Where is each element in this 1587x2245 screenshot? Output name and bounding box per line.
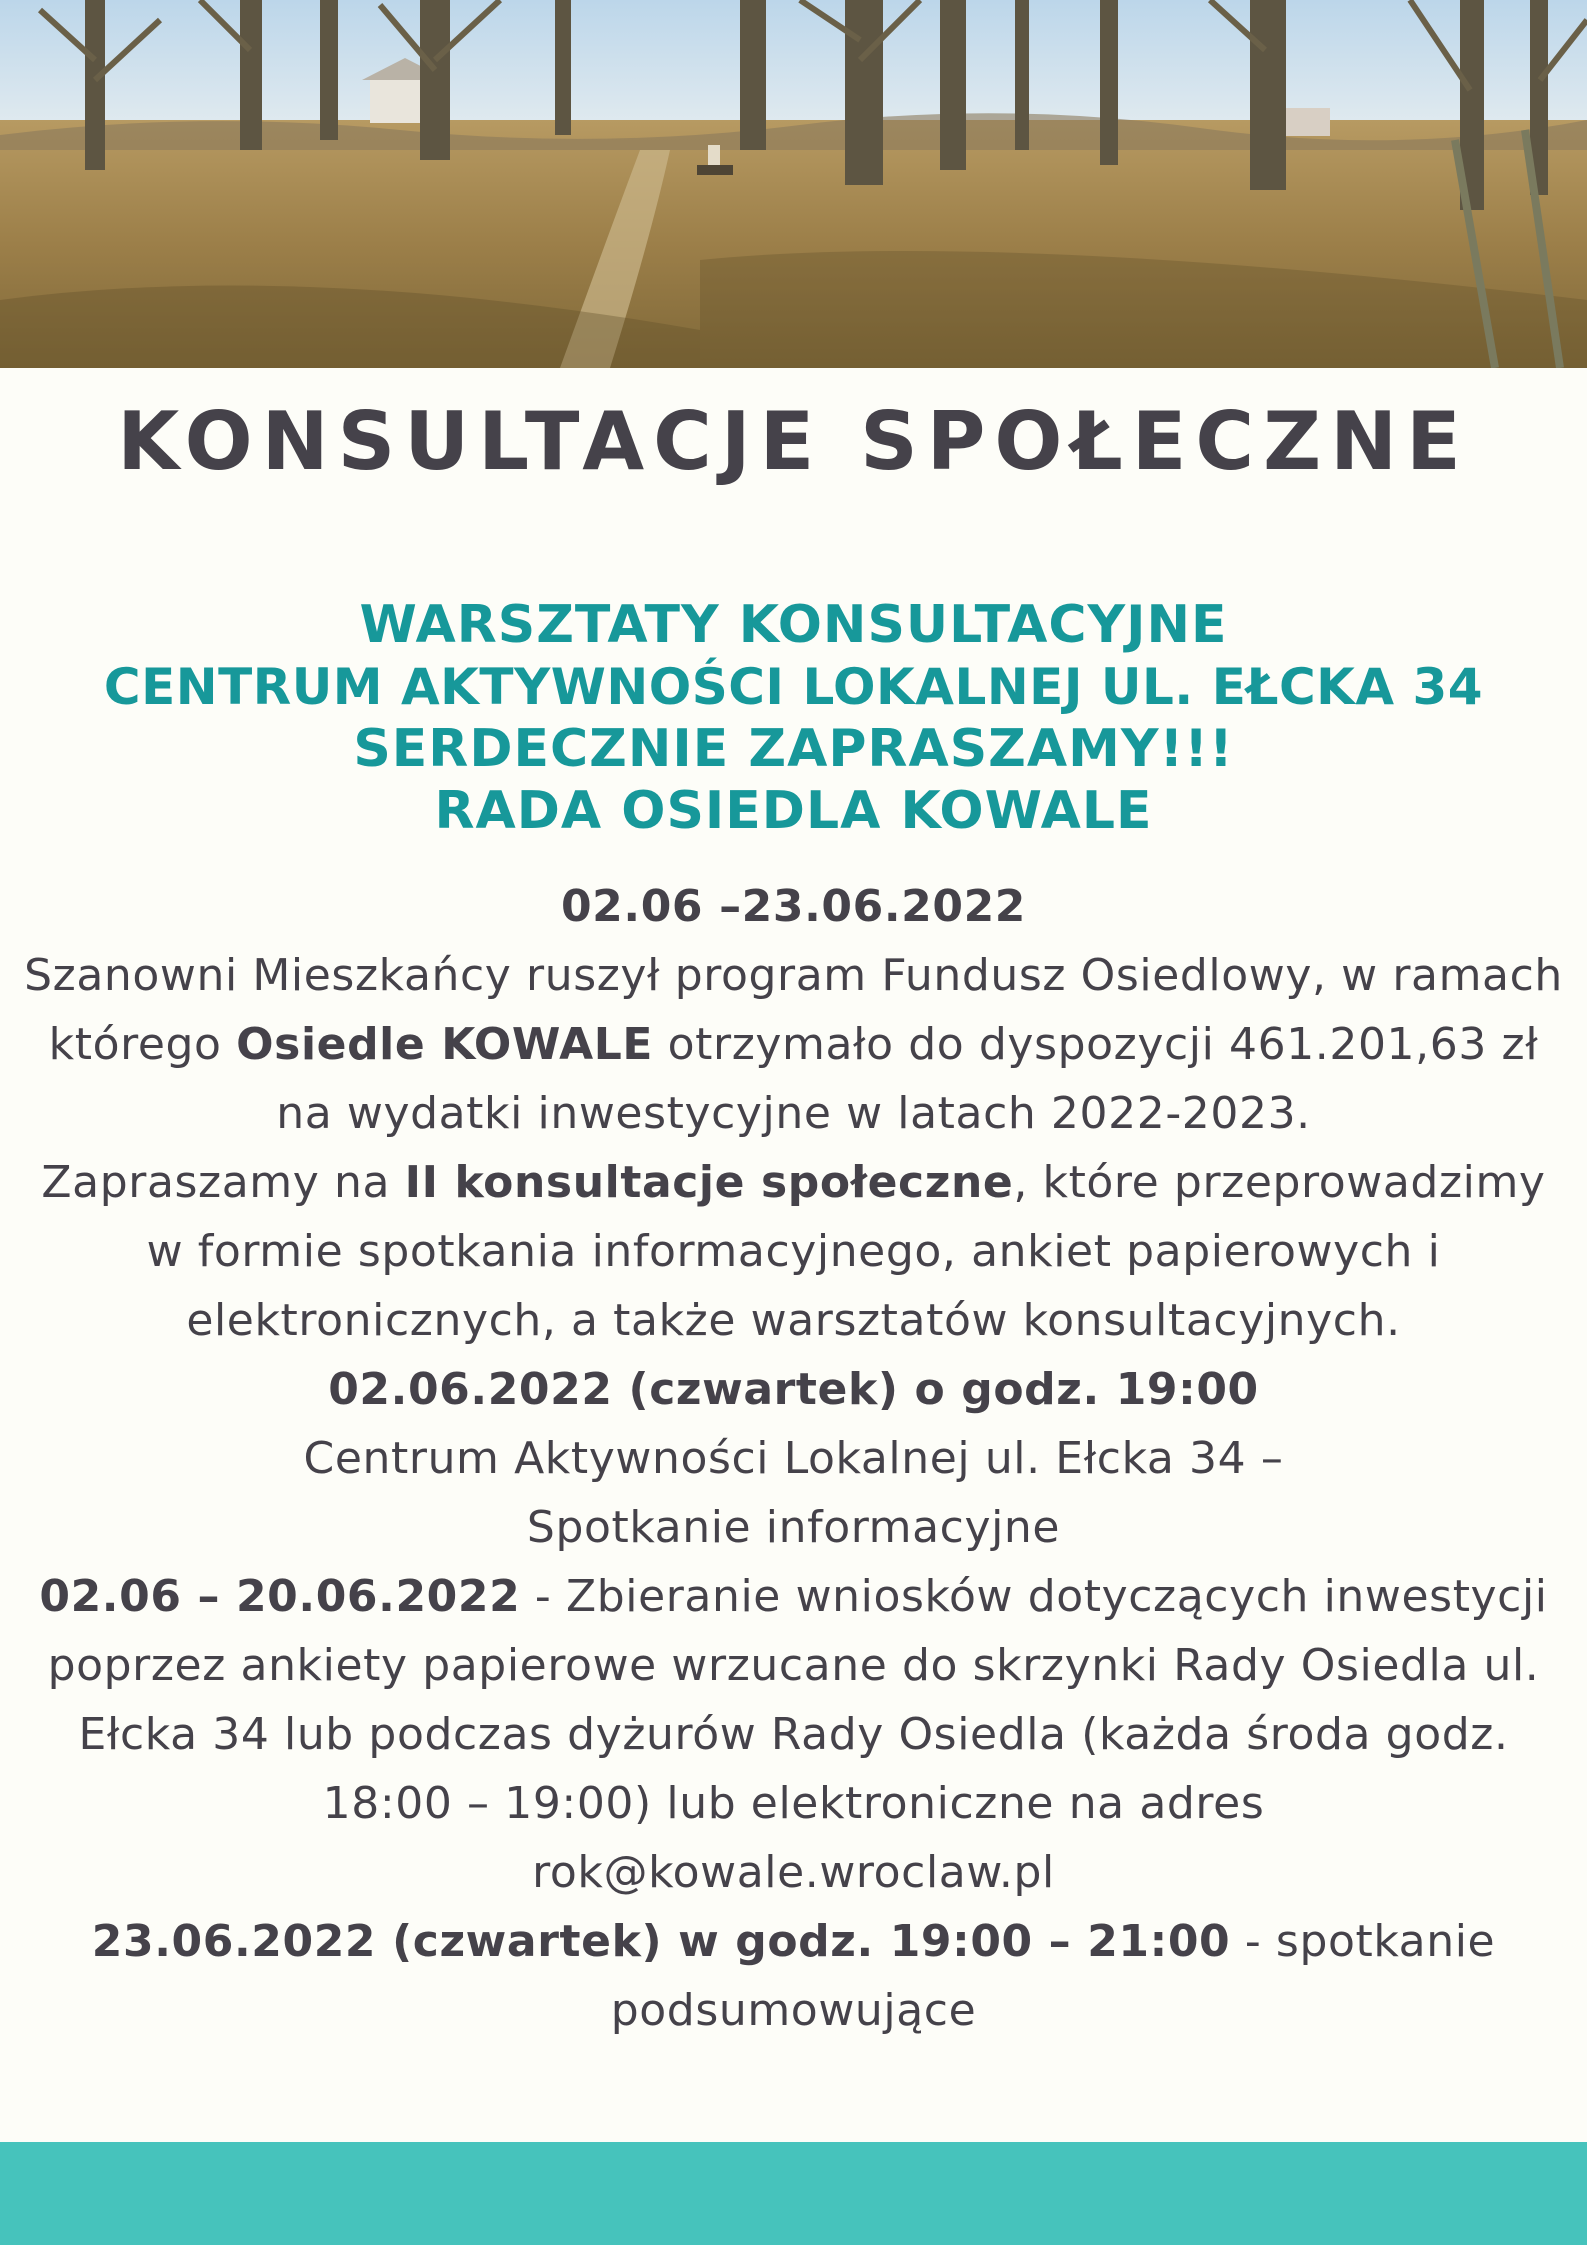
event-headings: [0, 594, 1587, 842]
heading-invitation: SERDECZNIE ZAPRASZAMY!!!: [353, 719, 1234, 779]
event2-paragraph: 02.06 – 20.06.2022 - Zbieranie wniosków dotyczących inwestycji poprzez ankiety papierowe wrzucane do skrzynki Rady Osiedla ul. Ełcka 34 lub podczas dyżurów Rady Osiedla (każda środa godz. 18:00 – 19:00) lub elektroniczne na adres rok@kowale.wroclaw.pl: [39, 1571, 1548, 1898]
announcement-body: [20, 872, 1567, 2045]
intro-paragraph: Szanowni Mieszkańcy ruszył program Fundusz Osiedlowy, w ramach którego Osiedle KOWALE otrzymało do dyspozycji 461.201,63 zł na wydatki inwestycyjne w latach 2022-2023.: [24, 950, 1563, 1139]
heading-workshops: WARSZTATY KONSULTACYJNE: [359, 595, 1228, 655]
heading-venue: CENTRUM AKTYWNOŚCI LOKALNEJ UL. EŁCKA 34: [103, 658, 1484, 716]
page-title: KONSULTACJE SPOŁECZNE: [117, 395, 1470, 488]
park-photo: [0, 0, 1587, 368]
footer-band: [0, 2142, 1587, 2245]
event3-paragraph: 23.06.2022 (czwartek) w godz. 19:00 – 21:00 - spotkanie podsumowujące: [91, 1916, 1496, 2036]
event1-date: 02.06.2022 (czwartek) o godz. 19:00: [328, 1364, 1259, 1415]
contact-email: rok@kowale.wroclaw.pl: [532, 1847, 1055, 1898]
date-range: 02.06 –23.06.2022: [560, 881, 1027, 932]
invite-paragraph: Zapraszamy na II konsultacje społeczne, które przeprowadzimy w formie spotkania informacyjnego, ankiet papierowych i elektronicznych, a także warsztatów konsultacyjnych.: [41, 1157, 1546, 1346]
heading-organizer: RADA OSIEDLA KOWALE: [434, 781, 1153, 841]
event1-place: Centrum Aktywności Lokalnej ul. Ełcka 34 –: [303, 1433, 1284, 1484]
event1-description: Spotkanie informacyjne: [526, 1502, 1061, 1553]
